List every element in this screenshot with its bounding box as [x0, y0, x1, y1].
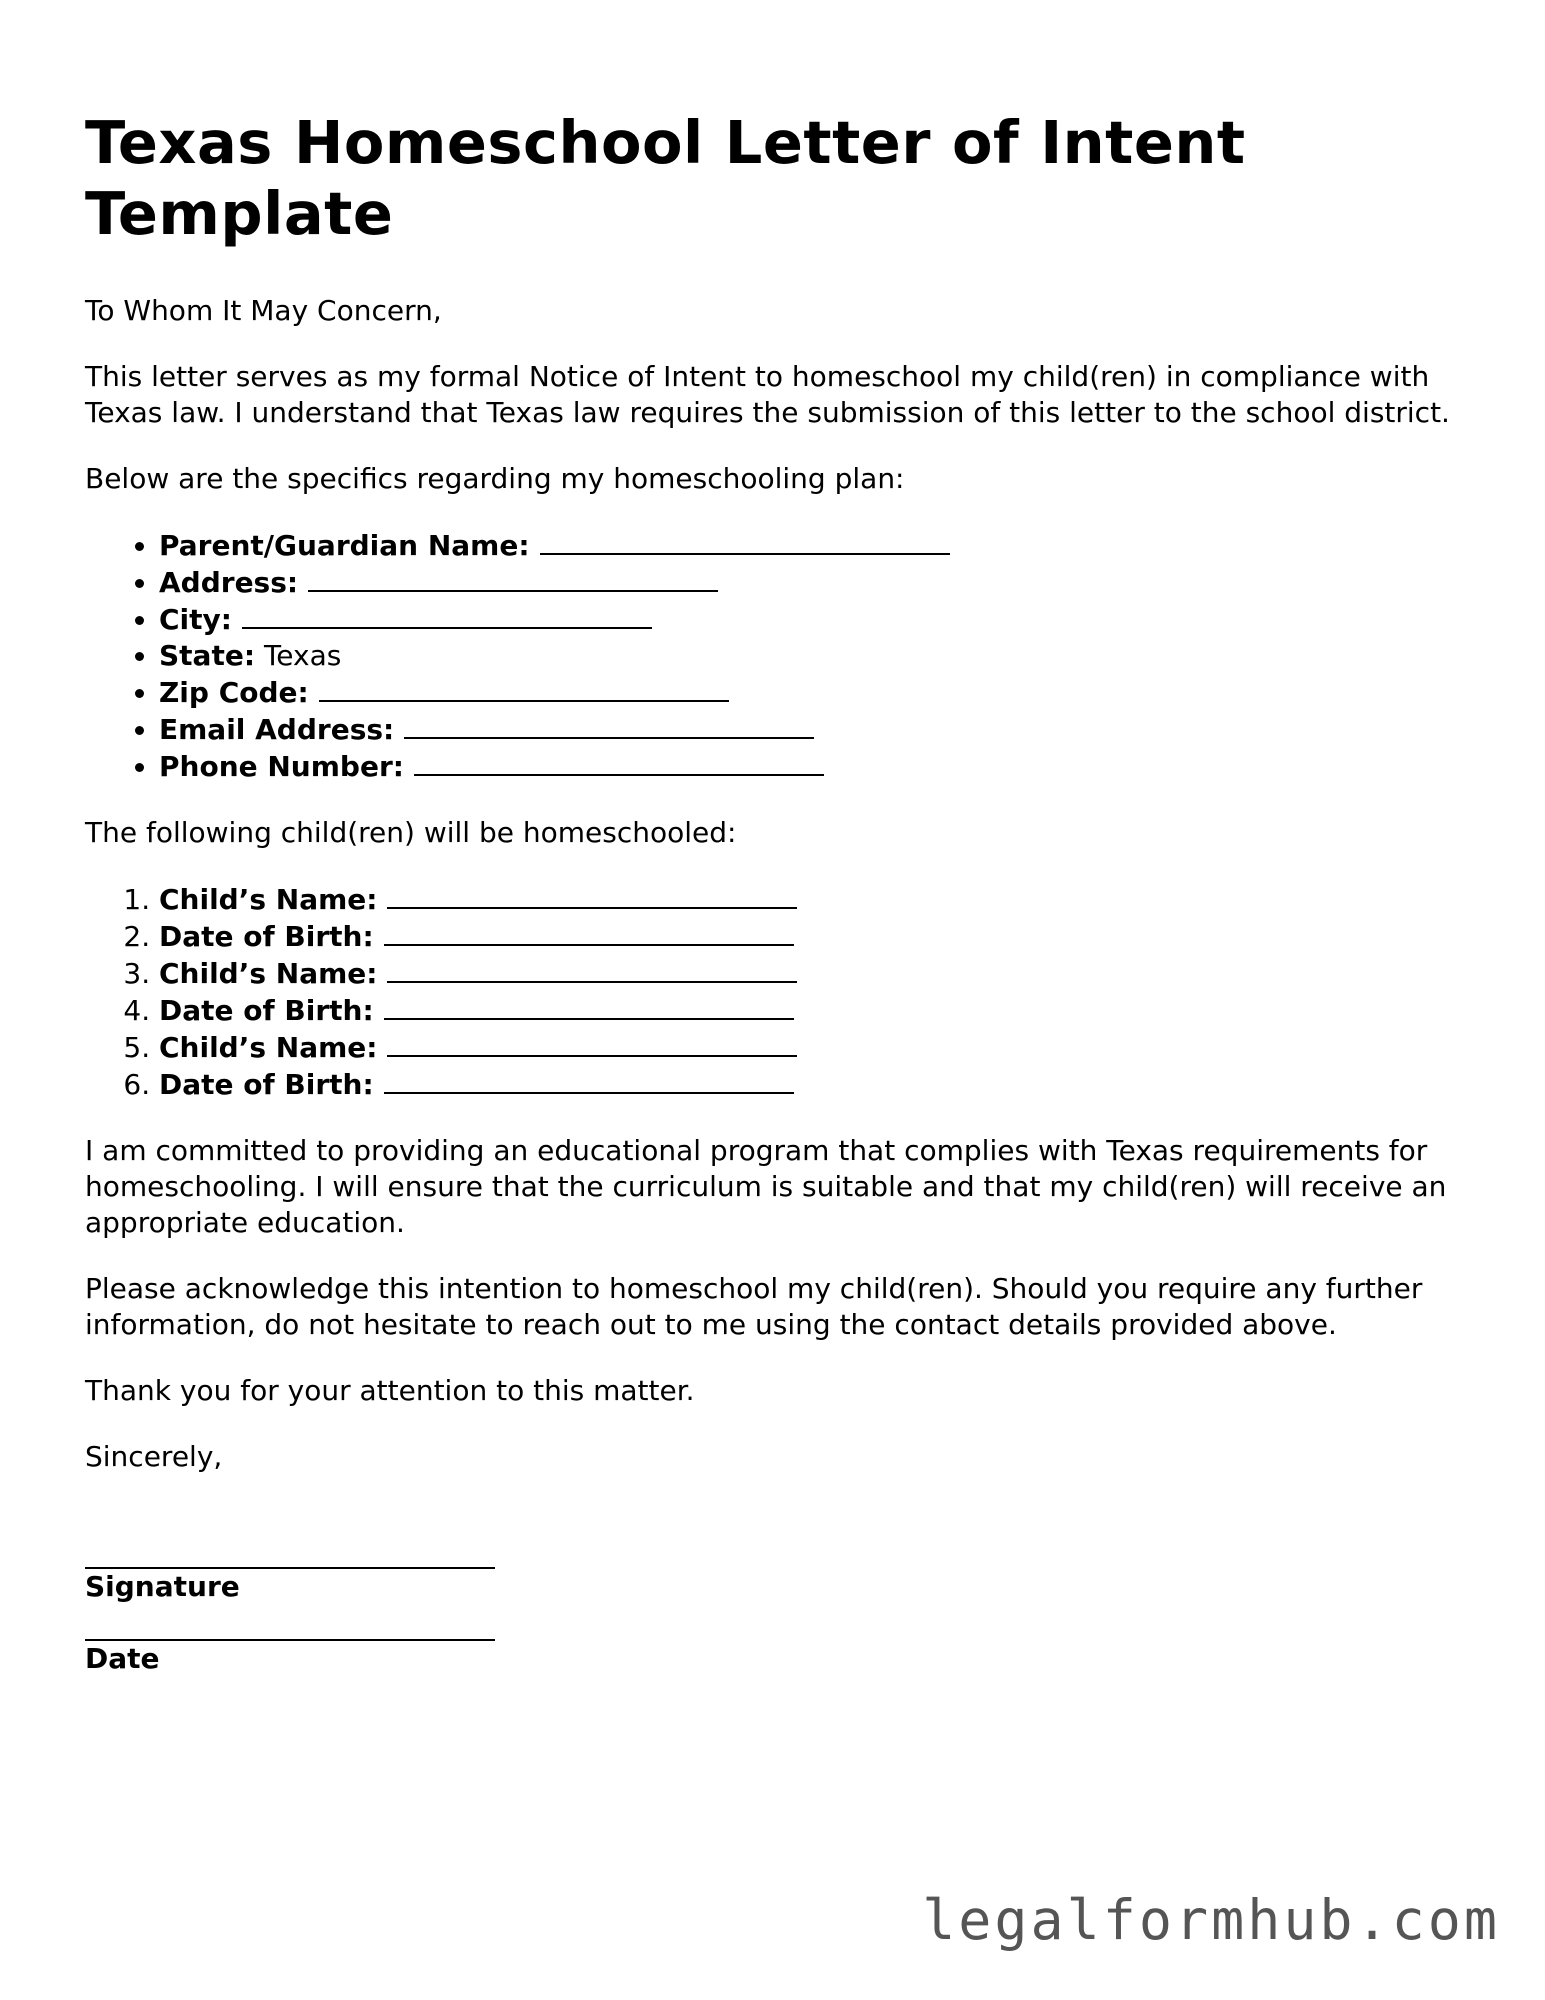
letter-page	[85, 107, 1465, 1677]
list-item	[159, 638, 1465, 674]
list-item	[159, 601, 1465, 638]
date-of-birth-field[interactable]	[384, 992, 794, 1020]
greeting: To Whom It May Concern,	[85, 294, 442, 327]
list-item	[159, 881, 1465, 918]
child-name-field[interactable]	[387, 955, 797, 983]
thanks-line: Thank you for your attention to this matter.	[85, 1374, 695, 1407]
field-label: State:	[159, 639, 256, 672]
list-item	[159, 711, 1465, 748]
child-name-field[interactable]	[387, 881, 797, 909]
field-label: Phone Number:	[159, 750, 404, 783]
list-item	[159, 992, 1465, 1029]
list-item	[159, 748, 1465, 785]
children-list	[85, 881, 1465, 1103]
address-field[interactable]	[308, 564, 718, 592]
city-field[interactable]	[242, 601, 652, 629]
brand-watermark: legalformhub.com	[922, 1888, 1500, 1952]
field-label: Zip Code:	[159, 676, 309, 709]
field-label: Child’s Name:	[159, 1031, 378, 1064]
child-name-field[interactable]	[387, 1029, 797, 1057]
field-label: City:	[159, 603, 232, 636]
email-field[interactable]	[404, 711, 814, 739]
field-label: Date of Birth:	[159, 1068, 374, 1101]
parent-info-list	[85, 527, 1465, 785]
field-label: Child’s Name:	[159, 883, 378, 916]
date-label: Date	[85, 1642, 160, 1675]
commitment-paragraph: I am committed to providing an educational program that complies with Texas requirements for homeschooling. I will ensure that the curriculum is suitable and that my child(ren) will receive an appropriate education.	[85, 1134, 1447, 1239]
list-item	[159, 564, 1465, 601]
specifics-intro: Below are the specifics regarding my homeschooling plan:	[85, 462, 905, 495]
field-label: Email Address:	[159, 713, 395, 746]
intro-paragraph: This letter serves as my formal Notice of Intent to homeschool my child(ren) in compliance with Texas law. I understand that Texas law requires the submission of this letter to the school district.	[85, 360, 1450, 429]
list-item	[159, 527, 1465, 564]
date-of-birth-field[interactable]	[384, 1066, 794, 1094]
signature-label: Signature	[85, 1570, 240, 1603]
signature-line[interactable]	[85, 1505, 495, 1569]
list-item	[159, 955, 1465, 992]
field-label: Date of Birth:	[159, 920, 374, 953]
closing-line: Sincerely,	[85, 1440, 223, 1473]
field-label: Parent/Guardian Name:	[159, 529, 530, 562]
list-item	[159, 674, 1465, 711]
list-item	[159, 918, 1465, 955]
field-label: Child’s Name:	[159, 957, 378, 990]
parent-name-field[interactable]	[540, 527, 950, 555]
field-label: Date of Birth:	[159, 994, 374, 1027]
acknowledge-paragraph: Please acknowledge this intention to homeschool my child(ren). Should you require any further information, do not hesitate to reach out to me using the contact details provided above.	[85, 1272, 1423, 1341]
phone-field[interactable]	[414, 748, 824, 776]
field-label: Address:	[159, 566, 299, 599]
list-item	[159, 1029, 1465, 1066]
list-item	[159, 1066, 1465, 1103]
date-line[interactable]	[85, 1605, 495, 1641]
zip-code-field[interactable]	[319, 674, 729, 702]
page-title: Texas Homeschool Letter of Intent Template	[85, 108, 1246, 248]
children-intro: The following child(ren) will be homeschooled:	[85, 816, 737, 849]
state-value: Texas	[263, 639, 342, 672]
date-of-birth-field[interactable]	[384, 918, 794, 946]
signature-block	[85, 1505, 1465, 1677]
